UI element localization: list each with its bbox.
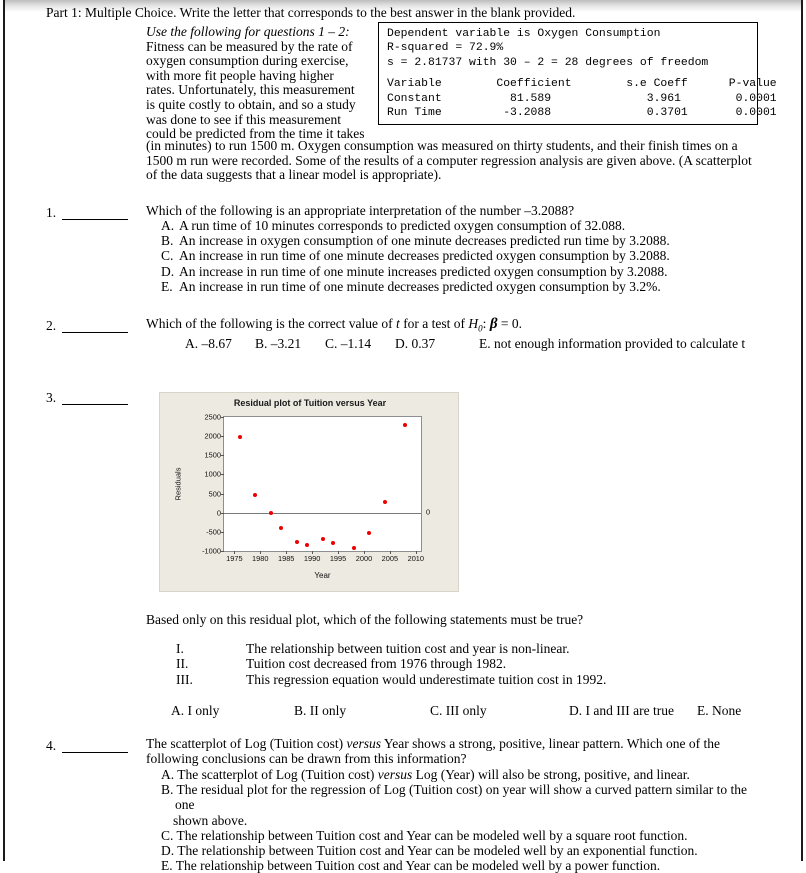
chart-data-point: [279, 526, 283, 530]
chart-ytick-label: 0: [216, 508, 221, 518]
choice-c[interactable]: [161, 828, 761, 843]
chart-data-point: [253, 493, 257, 497]
chart-plot-area: [202, 412, 425, 563]
question-3-answer-blank[interactable]: [62, 404, 128, 405]
intro-line: Fitness can be measured by the rate of: [146, 38, 353, 54]
choice-e[interactable]: [161, 279, 771, 294]
choice-e[interactable]: [479, 336, 745, 352]
residual-plot-chart: [159, 392, 459, 592]
choice-c[interactable]: [325, 336, 395, 352]
choice-d-label: D.: [395, 336, 409, 351]
question-4-stem-line-2: following conclusions can be drawn from this information?: [146, 751, 467, 767]
choice-a-text: –8.67: [201, 336, 232, 351]
q2-stem-part-b: for a test of: [399, 316, 469, 331]
intro-line: (in minutes) to run 1500 m. Oxygen consumption was measured on thirty students, and their finish times on a: [146, 138, 738, 153]
question-3-number: 3.: [46, 390, 57, 405]
intro-line: 1500 m run were recorded. Some of the results of a computer regression analysis are given above. (A scatterplot: [146, 152, 752, 168]
beta-symbol: β: [489, 316, 498, 332]
chart-xtick-label: 2010: [407, 554, 425, 563]
question-1-number: 1.: [46, 205, 57, 220]
choice-d[interactable]: [161, 264, 771, 279]
choice-e-label: E.: [479, 336, 491, 351]
chart-ytick-label: 1500: [204, 450, 221, 460]
roman-statement-i: [176, 641, 606, 656]
question-4-stem-line-1: [146, 736, 756, 751]
choice-a[interactable]: [171, 703, 294, 719]
chart-data-point: [269, 511, 273, 515]
choice-e-label: E.: [161, 278, 173, 294]
chart-xtick-mark: [260, 551, 261, 554]
choice-b-text: –3.21: [270, 336, 302, 351]
regression-table-row: Run Time -3.2088 0.3701 0.0001: [387, 107, 777, 120]
question-4-stem: [146, 736, 756, 766]
q2-stem-part-a: Which of the following is the correct value of: [146, 316, 397, 331]
choice-e-text: The relationship between Tuition cost and Year can be modeled well by a power function.: [175, 858, 661, 873]
intro-line: rates. Unfortunately, this measurement: [146, 82, 355, 98]
choice-a[interactable]: [161, 767, 761, 782]
regression-table-header: Variable Coefficient s.e Coeff P-value: [387, 78, 777, 91]
choice-b-label: B.: [294, 703, 307, 718]
q2-stem-subscript: 0: [478, 323, 483, 334]
question-2-answer-blank[interactable]: [62, 332, 128, 333]
intro-line: oxygen consumption during exercise,: [146, 53, 349, 69]
choice-a-text: A run time of 10 minutes corresponds to predicted oxygen consumption of 32.088.: [179, 218, 626, 233]
q4-versus-italic: versus: [346, 736, 381, 751]
choice-b-text: An increase in oxygen consumption of one minute decreases predicted run time by 3.2088.: [179, 233, 670, 249]
chart-ytick-mark: [221, 532, 224, 533]
choice-d[interactable]: [395, 336, 479, 352]
choice-a-text-post: Log (Year) will also be strong, positive, and linear.: [412, 767, 690, 782]
q4-stem-part-b: Year shows a strong, positive, linear pattern. Which one of the: [380, 736, 721, 751]
choice-e[interactable]: [697, 703, 741, 719]
choice-a-text-pre: The scatterplot of Log (Tuition cost): [177, 767, 378, 782]
roman-statement-iii-text: This regression equation would underestimate tuition cost in 1992.: [246, 671, 607, 687]
choice-d-label: D.: [161, 843, 175, 859]
roman-numeral-ii: II.: [176, 656, 189, 672]
roman-statement-ii-text: Tuition cost decreased from 1976 through 1982.: [246, 656, 507, 672]
choice-e-label: E.: [697, 703, 709, 718]
choice-d[interactable]: [569, 703, 697, 719]
choice-c-label: C.: [325, 336, 338, 351]
intro-directive: Use the following for questions 1 – 2:: [146, 24, 350, 39]
chart-ytick-mark: [221, 436, 224, 437]
page-left-edge: [3, 0, 5, 861]
chart-ytick-mark: [221, 474, 224, 475]
chart-xtick-mark: [416, 551, 417, 554]
chart-xtick-mark: [312, 551, 313, 554]
chart-xtick-mark: [364, 551, 365, 554]
choice-c-label: C.: [430, 703, 443, 718]
choice-a-label: A.: [161, 218, 175, 233]
roman-statement-iii: [176, 672, 606, 687]
page-title: Part 1: Multiple Choice. Write the letter that corresponds to the best answer in the blank provided.: [46, 5, 576, 20]
q4-stem-part-a: The scatterplot of Log (Tuition cost): [146, 736, 347, 751]
choice-e-text: An increase in run time of one minute decreases predicted oxygen consumption by 3.2%.: [179, 278, 661, 294]
question-4-answer-blank[interactable]: [62, 752, 128, 753]
chart-xtick-mark: [338, 551, 339, 554]
choice-d[interactable]: [161, 843, 761, 858]
choice-b-text: II only: [309, 703, 347, 718]
chart-xtick-mark: [286, 551, 287, 554]
roman-statement-i-text: The relationship between tuition cost and year is non-linear.: [246, 641, 570, 656]
chart-zero-reference-line: [224, 513, 421, 514]
roman-numeral-i: I.: [176, 641, 184, 656]
choice-e-label: E.: [161, 858, 173, 873]
choice-c[interactable]: [430, 703, 569, 719]
q2-stem-part-c: :: [482, 316, 490, 331]
chart-data-point: [403, 423, 407, 427]
choice-b-label: B.: [161, 233, 174, 249]
choice-c-text: –1.14: [340, 336, 372, 351]
chart-xtick-label: 2005: [381, 554, 399, 563]
choice-e-text: not enough information provided to calculate t: [494, 336, 746, 351]
chart-xtick-label: 1990: [303, 554, 321, 563]
choice-b-label: B.: [255, 336, 268, 351]
page-right-edge: [801, 0, 803, 861]
intro-line: of the data suggests that a linear model is appropriate).: [146, 167, 442, 183]
choice-e-text: None: [712, 703, 742, 718]
intro-line: with more fit people having higher: [146, 67, 334, 83]
chart-data-point: [367, 531, 371, 535]
roman-numeral-iii: III.: [176, 671, 193, 687]
chart-xtick-label: 1985: [277, 554, 295, 563]
question-3-choices: [171, 703, 741, 719]
choice-b[interactable]: [294, 703, 430, 719]
question-1-choices: [161, 218, 771, 294]
choice-a-text: I only: [187, 703, 220, 718]
choice-c-text: The relationship between Tuition cost and Year can be modeled well by a square root function.: [176, 827, 688, 843]
chart-xtick-label: 1980: [252, 554, 269, 563]
regression-table-row: Constant 81.589 3.961 0.0001: [387, 92, 777, 105]
choice-d-text: The relationship between Tuition cost and Year can be modeled well by an exponential function.: [177, 843, 698, 859]
chart-ytick-label: 2500: [204, 412, 221, 422]
choice-b-text-line2: shown above.: [173, 812, 248, 828]
chart-ytick-label: -1000: [202, 546, 221, 556]
choice-b[interactable]: [255, 336, 325, 352]
chart-data-point: [305, 543, 309, 547]
question-4-choices: [161, 767, 761, 873]
choice-c-label: C.: [161, 248, 174, 264]
intro-line: is quite costly to obtain, and so a study: [146, 96, 356, 112]
choice-c-text: III only: [445, 703, 487, 718]
choice-c-text: An increase in run time of one minute decreases predicted oxygen consumption by 3.2088.: [179, 248, 670, 264]
choice-a-label: A.: [185, 336, 199, 351]
chart-ytick-label: 1000: [204, 469, 221, 479]
chart-xtick-mark: [390, 551, 391, 554]
question-1-stem: Which of the following is an appropriate interpretation of the number –3.2088?: [146, 203, 575, 218]
chart-ytick-mark: [221, 494, 224, 495]
chart-title: Residual plot of Tuition versus Year: [233, 398, 387, 408]
choice-b[interactable]: [161, 782, 761, 828]
chart-xtick-label: 1975: [226, 554, 243, 563]
choice-c[interactable]: [161, 248, 771, 263]
chart-ytick-label: -500: [206, 527, 221, 537]
chart-data-point: [383, 500, 387, 504]
question-1-answer-blank[interactable]: [62, 219, 128, 220]
chart-ytick-mark: [221, 417, 224, 418]
question-4-number: 4.: [46, 738, 57, 753]
intro-line: could be predicted from the time it takes: [146, 126, 365, 142]
chart-data-point: [321, 537, 325, 541]
choice-e[interactable]: [161, 858, 761, 873]
chart-data-point: [238, 435, 242, 439]
regression-output-box: [378, 22, 777, 125]
chart-ytick-mark: [221, 551, 224, 552]
choice-d-text: An increase in run time of one minute increases predicted oxygen consumption by 3.2088.: [179, 263, 668, 279]
choice-a[interactable]: [161, 218, 771, 233]
choice-c-label: C.: [161, 827, 174, 843]
chart-data-point: [331, 541, 335, 545]
chart-xaxis-label: Year: [314, 571, 331, 580]
chart-xtick-mark: [234, 551, 235, 554]
choice-a-label: A.: [161, 767, 175, 782]
regression-spacer: [387, 70, 757, 77]
choice-b-label: B.: [161, 782, 174, 798]
q2-stem-part-d: = 0.: [497, 316, 522, 331]
chart-xtick-label: 2000: [355, 554, 373, 563]
chart-xtick-label: 1995: [329, 554, 347, 563]
question-3-stem: Based only on this residual plot, which of the following statements must be true?: [146, 612, 584, 627]
chart-data-point: [352, 546, 356, 550]
chart-ytick-mark: [221, 455, 224, 456]
choice-d-text: I and III are true: [585, 703, 674, 718]
choice-a-label: A.: [171, 703, 185, 718]
choice-a-versus-italic: versus: [377, 767, 413, 782]
choice-d-text: 0.37: [411, 336, 436, 351]
question-2-number: 2.: [46, 318, 57, 333]
regression-dependent-line: Dependent variable is Oxygen Consumption: [387, 28, 661, 40]
chart-yaxis-label: Residuals: [173, 467, 183, 501]
intro-paragraph-narrow: [146, 25, 374, 142]
regression-rsquared-line: R-squared = 72.9%: [387, 42, 504, 55]
question-3-roman-statements: [176, 641, 606, 687]
chart-data-point: [295, 540, 299, 544]
q2-stem-t: t: [396, 316, 400, 331]
choice-b[interactable]: [161, 233, 771, 248]
q2-stem-h: H: [468, 316, 479, 331]
roman-statement-ii: [176, 656, 606, 671]
choice-a[interactable]: [185, 336, 255, 352]
chart-right-zero-label: 0: [426, 507, 431, 517]
question-2-stem: [146, 316, 746, 337]
choice-d-label: D.: [569, 703, 583, 718]
choice-d-label: D.: [161, 263, 175, 279]
chart-ytick-label: 500: [208, 489, 221, 499]
intro-paragraph-wide: [146, 139, 756, 183]
choice-b-text: The residual plot for the regression of Log (Tuition cost) on year will show a curved pattern similar to the one: [175, 782, 748, 813]
intro-line: was done to see if this measurement: [146, 111, 341, 127]
question-2-choices: [185, 336, 745, 352]
chart-ytick-label: 2000: [204, 431, 221, 441]
regression-s-line: s = 2.81737 with 30 – 2 = 28 degrees of freedom: [387, 56, 709, 69]
